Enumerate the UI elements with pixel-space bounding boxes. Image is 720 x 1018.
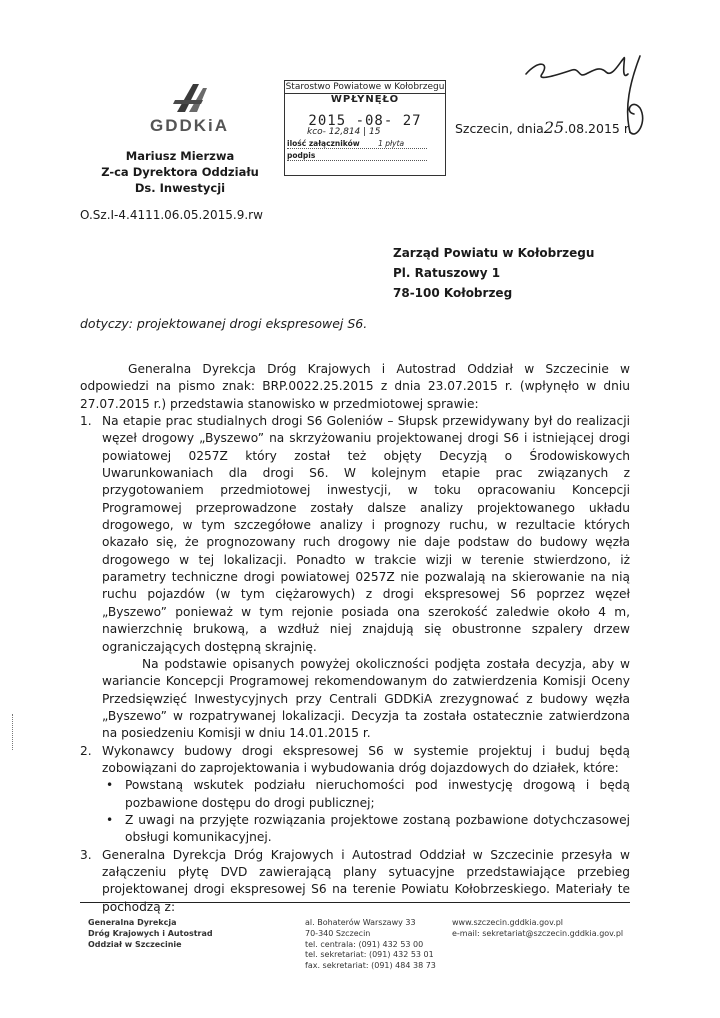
footer-phone-central: tel. centrala: (091) 432 53 00 bbox=[305, 939, 424, 949]
place-date-prefix: Szczecin, dnia bbox=[455, 121, 544, 136]
list-item-3-number: 3. bbox=[80, 847, 92, 862]
footer-address-line-2: 70-340 Szczecin bbox=[305, 928, 371, 938]
received-stamp bbox=[284, 80, 446, 176]
subject-line: dotyczy: projektowanej drogi ekspresowej S6. bbox=[80, 316, 368, 331]
footer-divider bbox=[80, 902, 630, 903]
sender-role: Z-ca Dyrektora Oddziału bbox=[101, 165, 259, 179]
letter-body bbox=[80, 361, 630, 916]
margin-mark bbox=[12, 714, 14, 750]
footer-fax: fax. sekretariat: (091) 484 38 73 bbox=[305, 961, 436, 971]
stamp-signature-row bbox=[287, 151, 427, 161]
list-item-2-bullets bbox=[102, 777, 630, 846]
footer-organization bbox=[88, 918, 213, 950]
footer-address bbox=[305, 918, 436, 972]
list-item-3-text: Generalna Dyrekcja Dróg Krajowych i Autostrad Oddział w Szczecinie przesyła w załączeniu płytę DVD zawierającą plany sytuacyjne przedstawiające przebieg projektowanej drogi ekspresowej S6 na terenie Powiatu Kołobrzeskiego. Materiały te pochodzą z: bbox=[102, 847, 630, 914]
stamp-attachments-value: 1 płyta bbox=[378, 139, 405, 148]
recipient-line-2: Pl. Ratuszowy 1 bbox=[393, 266, 501, 280]
bullet-text: Powstaną wskutek podziału nieruchomości pod inwestycję drogową i będą pozbawione dostępu do drogi publicznej; bbox=[125, 778, 630, 810]
footer-org-line-1: Generalna Dyrekcja bbox=[88, 918, 177, 927]
list-item-2 bbox=[80, 743, 630, 847]
place-date bbox=[455, 118, 632, 137]
list-item-1-number: 1. bbox=[80, 414, 92, 429]
logo-wordmark: GDDKiA bbox=[150, 116, 230, 135]
bullet-item bbox=[102, 812, 630, 847]
list-item-2-number: 2. bbox=[80, 743, 92, 758]
list-item-1-continuation: Na podstawie opisanych powyżej okoliczności podjęta została decyzja, aby w wariancie Koncepcji Programowej rekomendowanym do zatwierdzenia Komisji Oceny Przedsięwzięć Inwestycyjnych przy Centrali GDDKiA zrezygnować z budowy węzła „Byszewo” w rozpatrywanej lokalizacji. Decyzja ta została ostatecznie zatwierdzona na posiedzeniu Komisji w dniu 14.01.2015 r. bbox=[102, 656, 630, 741]
place-date-suffix: .08.2015 r. bbox=[564, 121, 632, 136]
reference-number: O.Sz.I-4.4111.06.05.2015.9.rw bbox=[80, 208, 263, 222]
stamp-office: Starostwo Powiatowe w Kołobrzegu bbox=[285, 82, 445, 92]
stamp-attachments-label: ilość załączników bbox=[287, 139, 360, 148]
bullet-item bbox=[102, 777, 630, 812]
bullet-icon: • bbox=[106, 812, 114, 827]
list-item-2-text: Wykonawcy budowy drogi ekspresowej S6 w systemie projektuj i buduj będą zobowiązani do zaprojektowania i wybudowania dróg dojazdowych do działek, które: bbox=[102, 743, 630, 775]
footer-phone-secretariat: tel. sekretariat: (091) 432 53 01 bbox=[305, 950, 434, 960]
body-list bbox=[80, 413, 630, 916]
bullet-text: Z uwagi na przyjęte rozwiązania projektowe zostaną pozbawione dotychczasowej obsługi komunikacyjnej. bbox=[125, 812, 630, 845]
gddkia-logo-icon bbox=[173, 80, 213, 114]
list-item-3 bbox=[80, 847, 630, 916]
gddkia-logo bbox=[150, 80, 250, 136]
place-date-day: 25 bbox=[543, 118, 565, 137]
recipient-line-1: Zarząd Powiatu w Kołobrzegu bbox=[393, 246, 595, 260]
body-intro: Generalna Dyrekcja Dróg Krajowych i Autostrad Oddział w Szczecinie w odpowiedzi na pismo znak: BRP.0022.25.2015 z dnia 23.07.2015 r. (wpłynęło w dniu 27.07.2015 r.) przedstawia stanowisko w przedmiotowej sprawie: bbox=[80, 362, 630, 411]
bullet-icon: • bbox=[106, 778, 114, 793]
sender-block bbox=[80, 148, 280, 196]
stamp-attachments-row bbox=[287, 139, 427, 149]
sender-name: Mariusz Mierzwa bbox=[125, 149, 235, 163]
sender-dept: Ds. Inwestycji bbox=[134, 181, 226, 195]
footer-email-link[interactable]: e-mail: sekretariat@szczecin.gddkia.gov.pl bbox=[452, 928, 624, 938]
footer-website-link[interactable]: www.szczecin.gddkia.gov.pl bbox=[452, 918, 564, 927]
footer-address-line-1: al. Bohaterów Warszawy 33 bbox=[305, 918, 416, 927]
recipient-line-3: 78-100 Kołobrzeg bbox=[393, 286, 513, 300]
footer-org-line-3: Oddział w Szczecinie bbox=[88, 939, 182, 949]
footer-contact bbox=[452, 918, 623, 940]
stamp-signature-label: podpis bbox=[287, 151, 316, 160]
list-item-1 bbox=[80, 413, 630, 743]
recipient-block bbox=[393, 243, 594, 303]
footer-org-line-2: Dróg Krajowych i Autostrad bbox=[88, 928, 213, 938]
stamp-reg-number: kco- 12,814 | 15 bbox=[307, 127, 381, 137]
list-item-1-text: Na etapie prac studialnych drogi S6 Goleniów – Słupsk przewidywany był do realizacji węzeł drogowy „Byszewo” na skrzyżowaniu projektowanej drogi S6 i istniejącej drogi powiatowej 0257Z który został też objęty Decyzją o Środowiskowych Uwarunkowaniach dla drogi S6. W kolejnym etapie prac związanych z przygotowaniem przedmiotowej inwestycji, w toku opracowaniu Koncepcji Programowej przeprowadzone zostały dalsze analizy projektowanego układu drogowego, w tym szczegółowe analizy i prognozy ruchu, w rezultacie których okazało się, że prognozowany ruch drogowy nie daje podstaw do budowy węzła drogowego w tej lokalizacji. Ponadto w trakcie wizji w terenie stwierdzono, iż parametry techniczne drogi powiatowej 0257Z nie pozwalają na skierowanie na nią ruchu pojazdów (w tym ciężarowych) z drogi ekspresowej S6 poprzez węzeł „Byszewo” ponieważ w tym rejonie posiada ona szerokość zaledwie około 4 m, nawierzchnię brukową, a wzdłuż niej znajdują się obustronne szpalery drzew ograniczających dostępną skrajnię. bbox=[102, 414, 630, 654]
stamp-received: WPŁYNĘŁO bbox=[330, 94, 400, 105]
stamp-date: 2015 -08- 27 bbox=[308, 113, 422, 129]
